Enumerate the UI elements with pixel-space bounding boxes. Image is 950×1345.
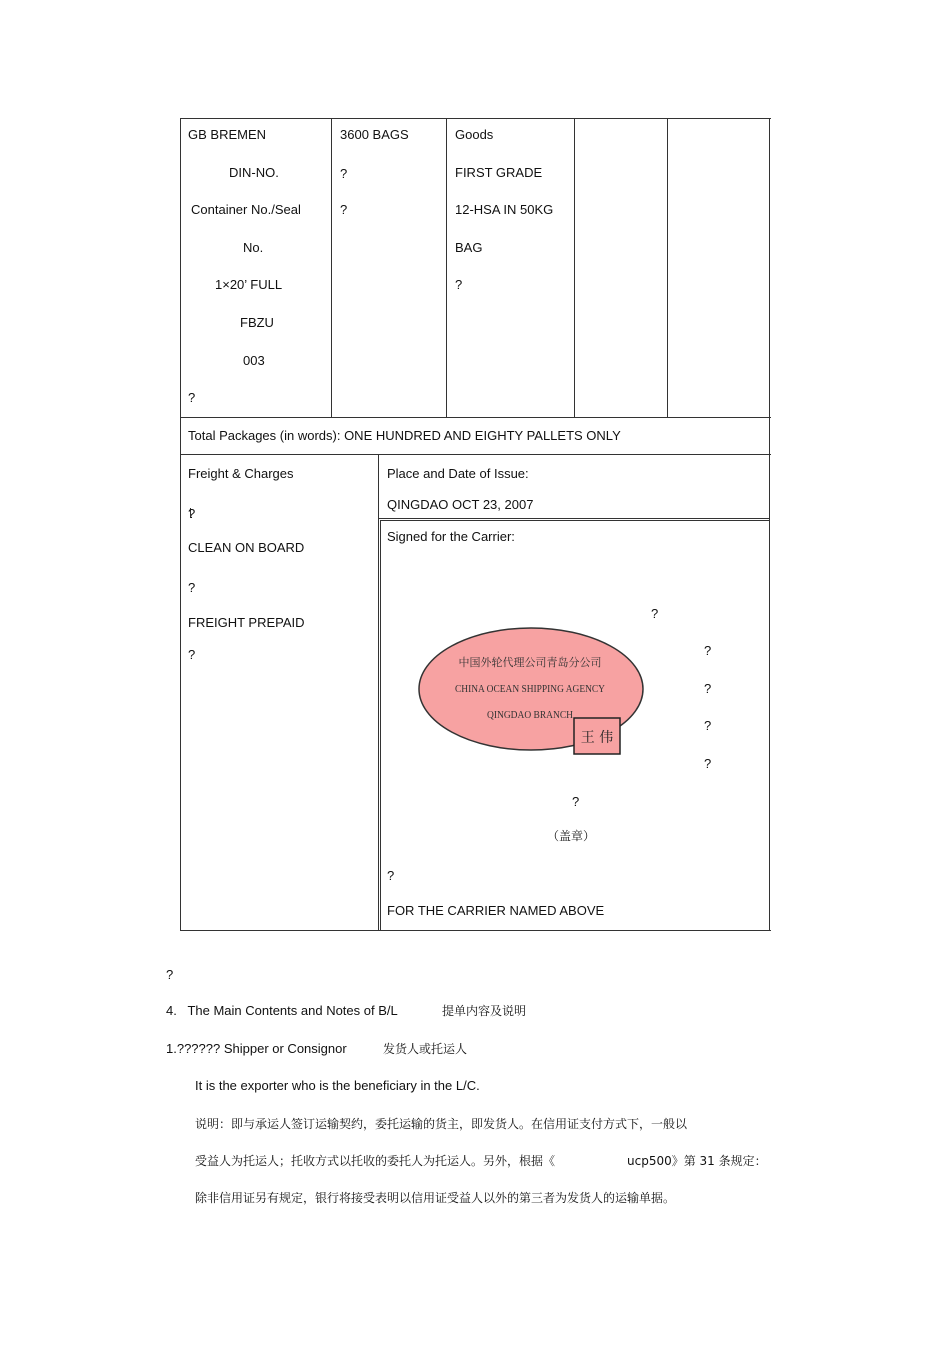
carrier-q-right: ? (704, 681, 712, 696)
freight-q3: ? (188, 647, 196, 662)
freight-q2: ? (188, 580, 196, 595)
paragraph-cn-3: 除非信用证另有规定，银行将接受表明以信用证受益人以外的第三者为发货人的运输单据。 (195, 1191, 676, 1205)
paragraph-cn-1: 说明：即与承运人签订运输契约，委托运输的货主，即发货人。在信用证支付方式下，一般以 (195, 1117, 688, 1131)
packages-text: ? (340, 202, 348, 217)
carrier-top-line (380, 520, 770, 521)
section-heading-cn: 提单内容及说明 (442, 1004, 527, 1018)
section-heading: 4. The Main Contents and Notes of B/L (166, 1003, 398, 1018)
stray-question: ? (166, 967, 174, 982)
marks-text: 1×20’ FULL (215, 277, 283, 292)
row-divider-2 (180, 454, 771, 455)
goods-text: FIRST GRADE (455, 165, 543, 180)
company-seal-stamp (412, 622, 652, 762)
carrier-footer: FOR THE CARRIER NAMED ABOVE (387, 903, 605, 918)
packages-text: 3600 BAGS (340, 127, 409, 142)
signature-name: 王 伟 (580, 730, 614, 746)
lower-col-divider (378, 454, 379, 931)
paragraph-cn-2b: ucp500》第 31 条规定： (627, 1154, 767, 1168)
goods-text: BAG (455, 240, 483, 255)
marks-text: 003 (243, 353, 265, 368)
carrier-q-right: ? (704, 643, 712, 658)
issue-bottom-line (378, 518, 770, 519)
seal-note: （盖章） (547, 829, 596, 843)
freight-label: Freight & Charges (188, 466, 294, 481)
seal-text-cn: 中国外轮代理公司青岛分公司 (458, 656, 602, 669)
issue-value: QINGDAO OCT 23, 2007 (387, 497, 534, 512)
row-divider-1 (180, 417, 771, 418)
seal-text-en2: QINGDAO BRANCH (487, 709, 574, 721)
col-divider-2 (446, 118, 447, 417)
carrier-q-top: ? (651, 606, 659, 621)
item-shipper-cn: 发货人或托运人 (383, 1042, 468, 1056)
carrier-q-mid: ? (572, 794, 580, 809)
issue-label: Place and Date of Issue: (387, 466, 529, 481)
carrier-left-line (380, 520, 381, 930)
marks-text: FBZU (240, 315, 274, 330)
marks-text: GB BREMEN (188, 127, 267, 142)
table-top-border (180, 118, 771, 119)
marks-text: ? (188, 390, 196, 405)
marks-text: Container No./Seal (191, 202, 301, 217)
carrier-q-bottom: ? (387, 868, 395, 883)
goods-text: 12-HSA IN 50KG (455, 202, 554, 217)
seal-text-en1: CHINA OCEAN SHIPPING AGENCY (455, 683, 606, 695)
freight-prepaid: FREIGHT PREPAID (188, 615, 305, 630)
table-left-border (180, 118, 181, 931)
carrier-label: Signed for the Carrier: (387, 529, 515, 544)
carrier-q-right: ? (704, 718, 712, 733)
goods-text: ? (455, 277, 463, 292)
table-right-border (769, 118, 770, 931)
carrier-q-right: ? (704, 756, 712, 771)
freight-q1: ? (188, 506, 196, 521)
marks-text: DIN-NO. (229, 165, 279, 180)
table-bottom-border (180, 930, 771, 931)
packages-text: ? (340, 166, 348, 181)
col-divider-1 (331, 118, 332, 417)
col-divider-3 (574, 118, 575, 417)
goods-text: Goods (455, 127, 494, 142)
paragraph-en: It is the exporter who is the beneficiary in the L/C. (195, 1078, 480, 1093)
paragraph-cn-2: 受益人为托运人；托收方式以托收的委托人为托运人。另外，根据《 (195, 1154, 556, 1168)
marks-text: No. (243, 240, 264, 255)
col-divider-4 (667, 118, 668, 417)
clean-on-board: CLEAN ON BOARD (188, 540, 305, 555)
total-packages: Total Packages (in words): ONE HUNDRED AND EIGHTY PALLETS ONLY (188, 428, 621, 443)
item-shipper: 1.?????? Shipper or Consignor (166, 1041, 347, 1056)
